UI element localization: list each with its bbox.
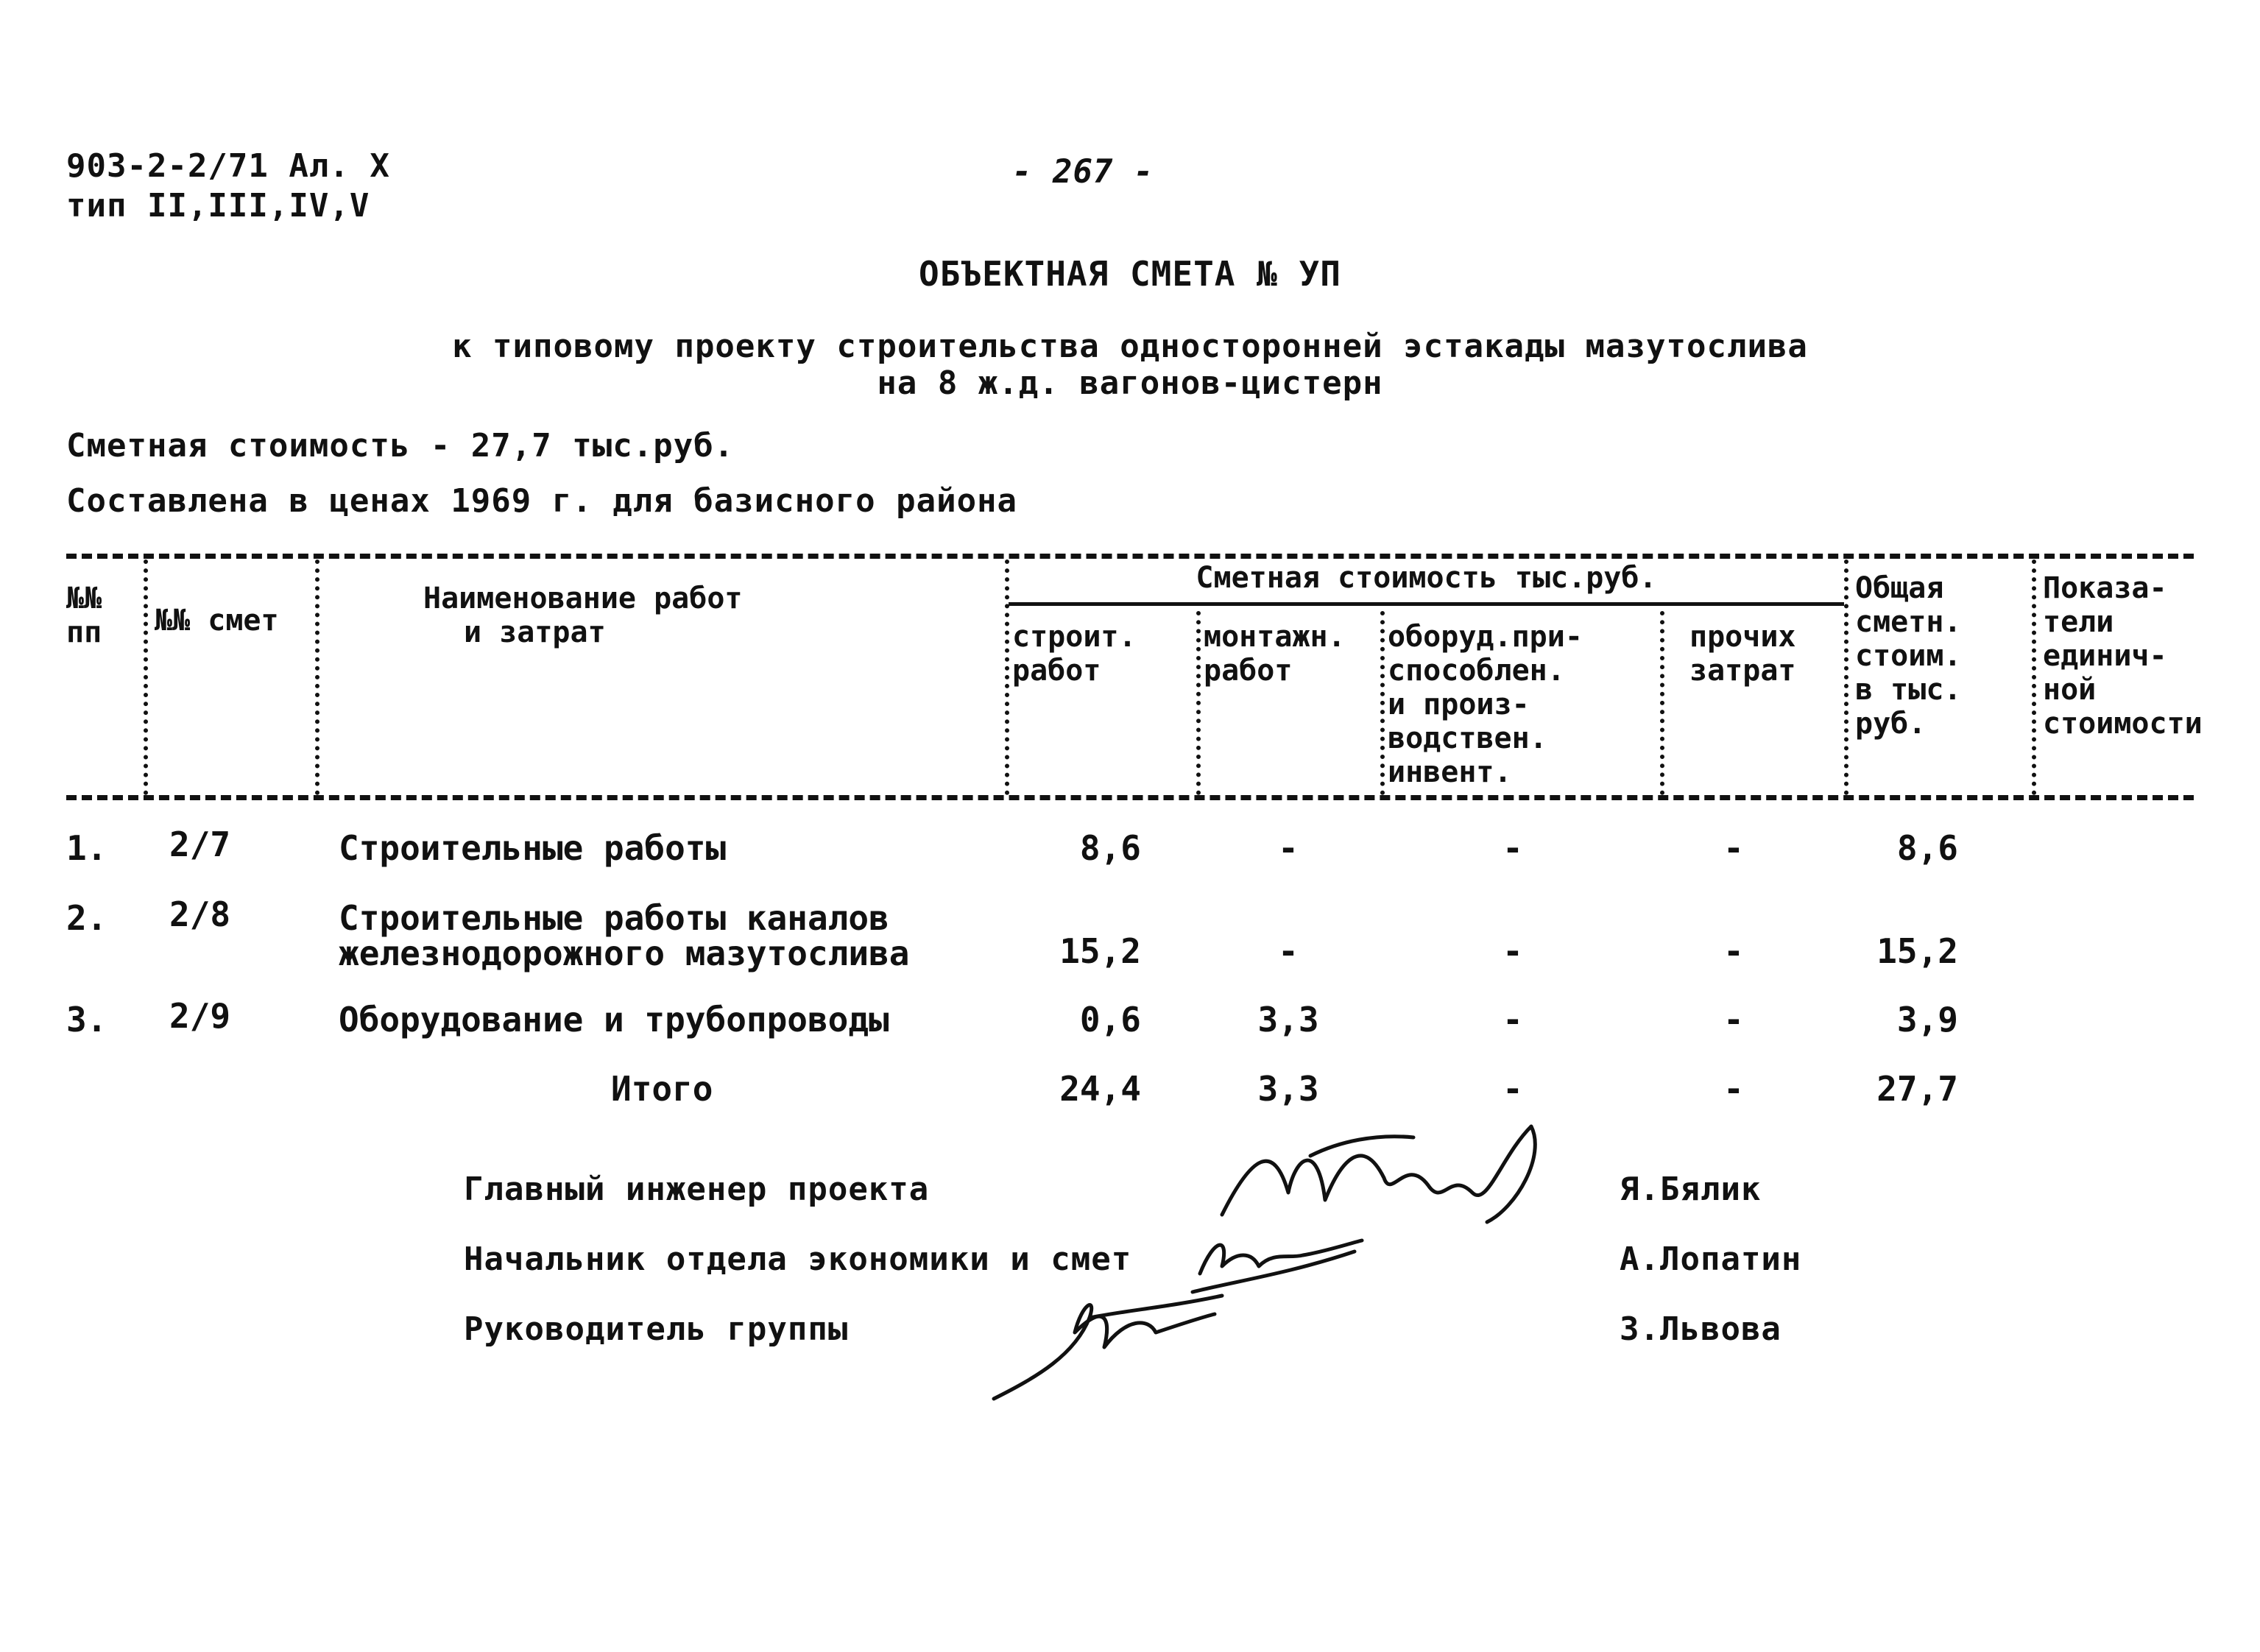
estimated-cost: Сметная стоимость - 27,7 тыс.руб. xyxy=(66,427,735,465)
row-stroit: 0,6 xyxy=(1079,1000,1141,1039)
row-name: Строительные работы каналов xyxy=(339,898,889,938)
signature-name: А.Лопатин xyxy=(1620,1240,1802,1278)
page-number: - 267 - xyxy=(1012,153,1154,191)
row-num: 3. xyxy=(66,1000,107,1039)
column-divider xyxy=(144,560,148,795)
row-oborud: - xyxy=(1502,1000,1523,1039)
document-code: 903-2-2/71 Ал. X xyxy=(66,147,390,185)
page-title: ОБЪЕКТНАЯ СМЕТА № УП xyxy=(919,254,1341,294)
subtitle-line-1: к типовому проекту строительства односторонней эстакады мазутослива xyxy=(452,328,1808,365)
row-num: 2. xyxy=(66,898,107,938)
price-basis: Составлена в ценах 1969 г. для базисного района xyxy=(66,482,1018,520)
table-top-border xyxy=(66,554,2194,559)
row-smeta: 2/8 xyxy=(169,894,231,934)
column-divider xyxy=(1844,560,1848,795)
signature-name: З.Львова xyxy=(1620,1310,1781,1348)
header-oborud: оборуд.при- способлен. и произ- водствен. инвент. xyxy=(1388,620,1583,789)
handwritten-signature-group-leader xyxy=(979,1274,1288,1421)
header-montazh: монтажн. работ xyxy=(1204,620,1346,688)
row-prochie: - xyxy=(1723,1000,1744,1039)
itogo-stroit: 24,4 xyxy=(1059,1069,1141,1109)
subtitle-line-2: на 8 ж.д. вагонов-цистерн xyxy=(877,364,1383,402)
itogo-montazh: 3,3 xyxy=(1257,1069,1319,1109)
header-group-cost: Сметная стоимость тыс.руб. xyxy=(1196,561,1657,595)
group-header-divider xyxy=(1009,602,1844,606)
column-divider xyxy=(1380,611,1385,795)
row-oborud: - xyxy=(1502,828,1523,868)
table-header-bottom-border xyxy=(66,795,2194,800)
row-name: железнодорожного мазутослива xyxy=(339,933,910,973)
row-prochie: - xyxy=(1723,931,1744,971)
column-divider xyxy=(1660,611,1664,795)
column-divider xyxy=(1196,611,1201,795)
signature-role: Главный инженер проекта xyxy=(464,1171,930,1208)
row-name: Оборудование и трубопроводы xyxy=(339,1000,889,1039)
row-total: 3,9 xyxy=(1896,1000,1958,1039)
header-name: Наименование работ и затрат xyxy=(423,582,743,649)
header-stroit: строит. работ xyxy=(1012,620,1137,688)
row-montazh: - xyxy=(1278,828,1299,868)
itogo-oborud: - xyxy=(1502,1069,1523,1109)
row-montazh: - xyxy=(1278,931,1299,971)
header-prochie: прочих затрат xyxy=(1689,620,1796,688)
column-divider xyxy=(315,560,319,795)
row-stroit: 15,2 xyxy=(1059,931,1141,971)
document-types: тип II,III,IV,V xyxy=(66,187,370,225)
signature-role: Руководитель группы xyxy=(464,1310,849,1348)
signature-name: Я.Бялик xyxy=(1620,1171,1762,1208)
column-divider xyxy=(1005,560,1009,795)
row-stroit: 8,6 xyxy=(1079,828,1141,868)
row-prochie: - xyxy=(1723,828,1744,868)
header-smeta: №№ смет xyxy=(155,604,279,638)
row-total: 8,6 xyxy=(1896,828,1958,868)
row-smeta: 2/7 xyxy=(169,825,231,864)
row-total: 15,2 xyxy=(1876,931,1958,971)
row-oborud: - xyxy=(1502,931,1523,971)
row-num: 1. xyxy=(66,828,107,868)
itogo-total: 27,7 xyxy=(1876,1069,1958,1109)
row-montazh: 3,3 xyxy=(1257,1000,1319,1039)
header-total: Общая сметн. стоим. в тыс. руб. xyxy=(1855,571,1962,741)
itogo-label: Итого xyxy=(611,1069,713,1109)
row-smeta: 2/9 xyxy=(169,996,231,1036)
itogo-prochie: - xyxy=(1723,1069,1744,1109)
header-num: №№ пп xyxy=(66,582,102,649)
row-name: Строительные работы xyxy=(339,828,727,868)
signature-role: Начальник отдела экономики и смет xyxy=(464,1240,1132,1278)
header-pokaz: Показа- тели единич- ной стоимости xyxy=(2043,571,2203,741)
column-divider xyxy=(2032,560,2036,795)
